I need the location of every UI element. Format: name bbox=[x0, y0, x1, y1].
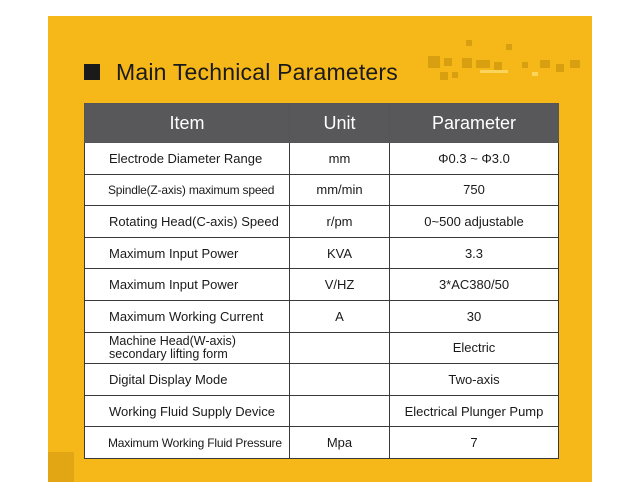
cell-unit bbox=[290, 332, 390, 364]
cell-item: Maximum Input Power bbox=[85, 269, 290, 301]
table-header-row bbox=[85, 104, 559, 143]
cell-parameter: Two-axis bbox=[390, 364, 559, 396]
parameters-table bbox=[84, 103, 559, 459]
header-item: Item bbox=[85, 104, 290, 143]
cell-parameter: Electrical Plunger Pump bbox=[390, 395, 559, 427]
header-parameter: Parameter bbox=[390, 104, 559, 143]
cell-item: Spindle(Z-axis) maximum speed bbox=[85, 174, 290, 206]
cell-item-line1: Machine Head(W-axis) bbox=[109, 333, 236, 348]
cell-item: Electrode Diameter Range bbox=[85, 143, 290, 175]
cell-item: Maximum Working Current bbox=[85, 300, 290, 332]
cell-parameter: 0~500 adjustable bbox=[390, 206, 559, 238]
table-row bbox=[85, 206, 559, 238]
cell-parameter: 750 bbox=[390, 174, 559, 206]
header-unit: Unit bbox=[290, 104, 390, 143]
corner-decoration bbox=[48, 452, 74, 482]
cell-parameter: 3*AC380/50 bbox=[390, 269, 559, 301]
cell-unit bbox=[290, 395, 390, 427]
table-row bbox=[85, 332, 559, 364]
cell-item bbox=[85, 332, 290, 364]
page-title: Main Technical Parameters bbox=[116, 58, 398, 85]
table-row bbox=[85, 395, 559, 427]
table-row bbox=[85, 364, 559, 396]
cell-unit: mm/min bbox=[290, 174, 390, 206]
cell-item: Digital Display Mode bbox=[85, 364, 290, 396]
cell-parameter: Φ0.3 ~ Φ3.0 bbox=[390, 143, 559, 175]
cell-unit: Mpa bbox=[290, 427, 390, 459]
cell-parameter: 7 bbox=[390, 427, 559, 459]
cell-item: Maximum Working Fluid Pressure bbox=[85, 427, 290, 459]
cell-item: Working Fluid Supply Device bbox=[85, 395, 290, 427]
cell-parameter: 3.3 bbox=[390, 237, 559, 269]
cell-item: Maximum Input Power bbox=[85, 237, 290, 269]
table-row bbox=[85, 174, 559, 206]
table-row bbox=[85, 269, 559, 301]
cell-item-line2: secondary lifting form bbox=[109, 346, 228, 361]
cell-unit bbox=[290, 364, 390, 396]
cell-unit: mm bbox=[290, 143, 390, 175]
cell-item: Rotating Head(C-axis) Speed bbox=[85, 206, 290, 238]
cell-unit: KVA bbox=[290, 237, 390, 269]
square-bullet-icon bbox=[84, 64, 100, 80]
table-row bbox=[85, 143, 559, 175]
cell-unit: A bbox=[290, 300, 390, 332]
table-row bbox=[85, 427, 559, 459]
section-title bbox=[84, 56, 398, 88]
table-row bbox=[85, 237, 559, 269]
cell-unit: r/pm bbox=[290, 206, 390, 238]
table-row bbox=[85, 300, 559, 332]
cell-unit: V/HZ bbox=[290, 269, 390, 301]
cell-parameter: Electric bbox=[390, 332, 559, 364]
cell-parameter: 30 bbox=[390, 300, 559, 332]
